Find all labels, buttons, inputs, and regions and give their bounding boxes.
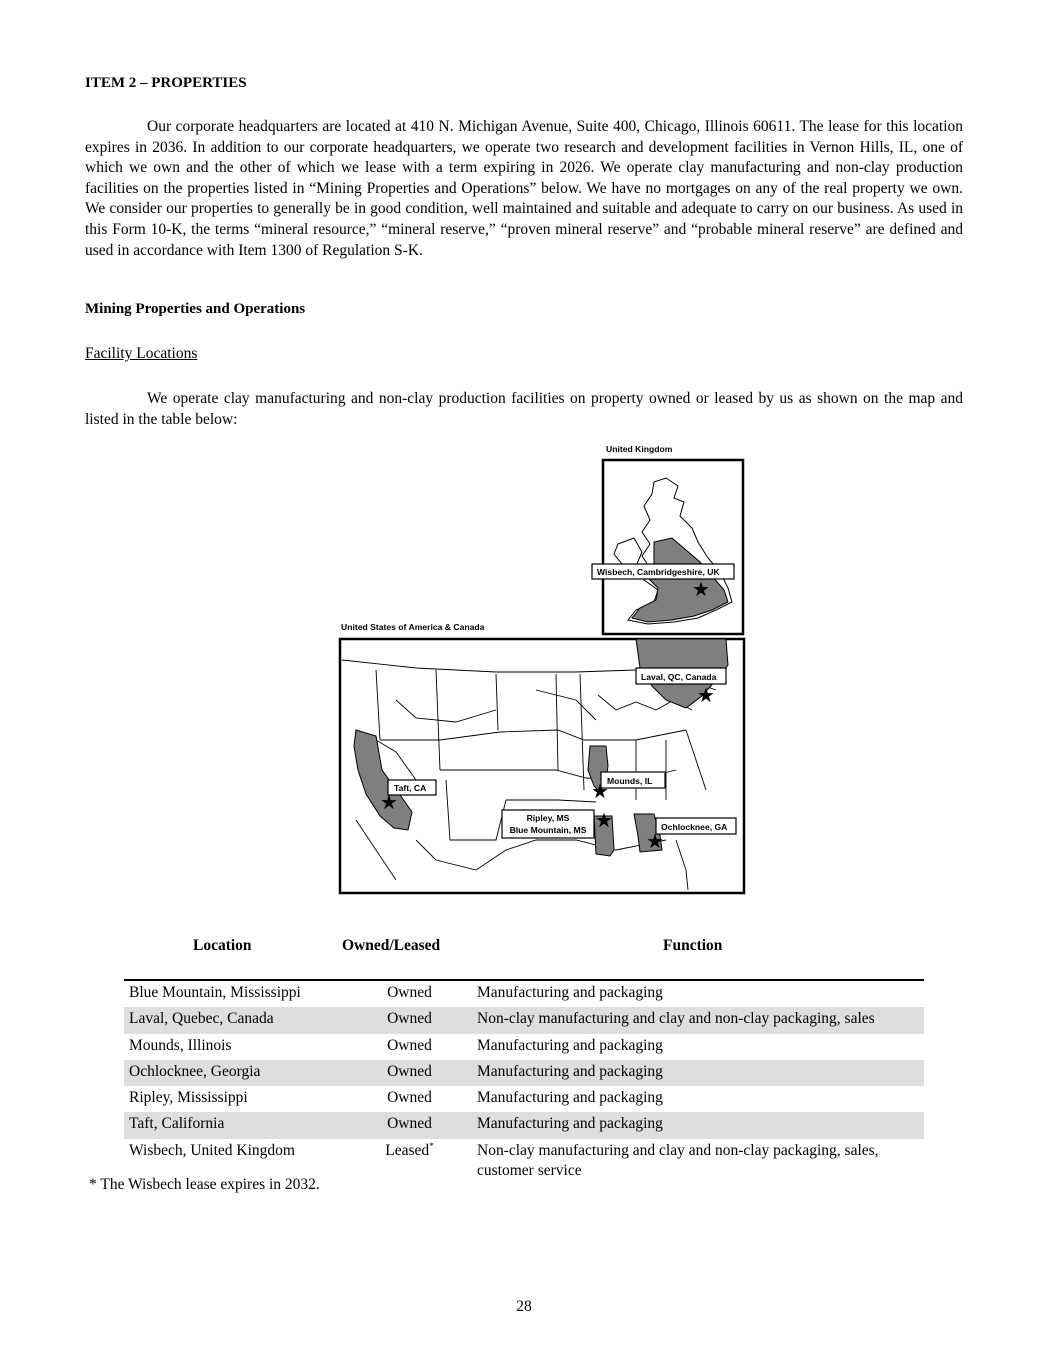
uk-map-title: United Kingdom	[606, 444, 673, 454]
taft-label: Taft, CA	[394, 783, 427, 793]
ripley-star-icon: ★	[595, 810, 613, 832]
blue-mountain-label: Blue Mountain, MS	[509, 825, 587, 835]
function-cell: Manufacturing and packaging	[477, 984, 663, 1001]
header-location: Location	[193, 937, 252, 954]
function-cell: Manufacturing and packaging	[473, 1060, 924, 1086]
owned-cell: Owned	[387, 1036, 432, 1054]
section-heading: ITEM 2 – PROPERTIES	[85, 75, 247, 91]
facility-locations-heading: Facility Locations	[85, 345, 198, 362]
page-number: 28	[516, 1298, 532, 1315]
header-owned-leased: Owned/Leased	[342, 937, 441, 954]
location-cell: Mounds, Illinois	[129, 1036, 232, 1054]
laval-label: Laval, QC, Canada	[641, 672, 717, 682]
table-row	[124, 1086, 924, 1112]
table-row	[124, 1139, 924, 1181]
owned-cell: Owned	[387, 1089, 432, 1107]
header-function: Function	[663, 937, 723, 954]
taft-star-icon: ★	[380, 792, 398, 814]
owned-value: Leased	[385, 1141, 430, 1159]
table-row	[124, 1060, 924, 1086]
laval-star-icon: ★	[697, 685, 715, 707]
table-row	[124, 981, 924, 1007]
function-cell: Manufacturing and packaging	[473, 1112, 924, 1138]
function-cell: Non-clay manufacturing and clay and non-clay packaging, sales, customer service	[477, 1141, 879, 1179]
facility-map	[336, 440, 750, 900]
wisbech-star-icon: ★	[692, 579, 710, 601]
function-cell: Non-clay manufacturing and clay and non-clay packaging, sales	[473, 1007, 924, 1033]
table-row	[124, 1007, 924, 1033]
location-cell: Blue Mountain, Mississippi	[129, 984, 301, 1001]
table-row	[124, 1112, 924, 1138]
mounds-star-icon: ★	[591, 781, 609, 803]
location-cell: Ripley, Mississippi	[129, 1089, 248, 1107]
function-cell: Manufacturing and packaging	[477, 1036, 663, 1054]
wisbech-label: Wisbech, Cambridgeshire, UK	[597, 567, 720, 577]
owned-cell: Owned	[346, 1060, 473, 1086]
ochlocknee-star-icon: ★	[646, 831, 664, 853]
location-cell: Wisbech, United Kingdom	[129, 1141, 295, 1159]
ochlocknee-label: Ochlocknee, GA	[661, 822, 728, 832]
owned-cell: Owned	[387, 984, 432, 1001]
location-cell: Taft, California	[124, 1112, 346, 1138]
properties-paragraph: Our corporate headquarters are located at 410 N. Michigan Avenue, Suite 400, Chicago, Illinois 60611. The lease for this location expires in 2036. In addition to our corporate headquarters, we operate two research and development facilities in Vernon Hills, IL, one of which we own and the other of which we lease with a term expiring in 2026. We operate clay manufacturing and non-clay production facilities on the properties listed in “Mining Properties and Operations” below. We have no mortgages on any of the real property we own. We consider our properties to generally be in good condition, well maintained and suitable and adequate to carry on our business. As used in this Form 10-K, the terms “mineral resource,” “mineral reserve,” “proven mineral reserve” and “probable mineral reserve” are defined and used in accordance with Item 1300 of Regulation S-K.	[85, 118, 963, 259]
owned-cell: Owned	[346, 1112, 473, 1138]
facilities-paragraph: We operate clay manufacturing and non-clay production facilities on property owned or leased by us as shown on the map and listed in the table below:	[85, 390, 963, 428]
location-cell: Ochlocknee, Georgia	[124, 1060, 346, 1086]
owned-cell	[346, 1139, 473, 1181]
footnote-marker: *	[429, 1140, 434, 1151]
facilities-table	[124, 981, 924, 1181]
function-cell: Manufacturing and packaging	[477, 1089, 663, 1107]
location-cell: Laval, Quebec, Canada	[124, 1007, 346, 1033]
footnote: * The Wisbech lease expires in 2032.	[89, 1176, 320, 1193]
owned-cell: Owned	[346, 1007, 473, 1033]
mounds-label: Mounds, IL	[607, 776, 653, 786]
subsection-heading: Mining Properties and Operations	[85, 301, 306, 317]
ripley-label: Ripley, MS	[526, 813, 570, 823]
table-row	[124, 1034, 924, 1060]
us-map-title: United States of America & Canada	[341, 622, 485, 632]
